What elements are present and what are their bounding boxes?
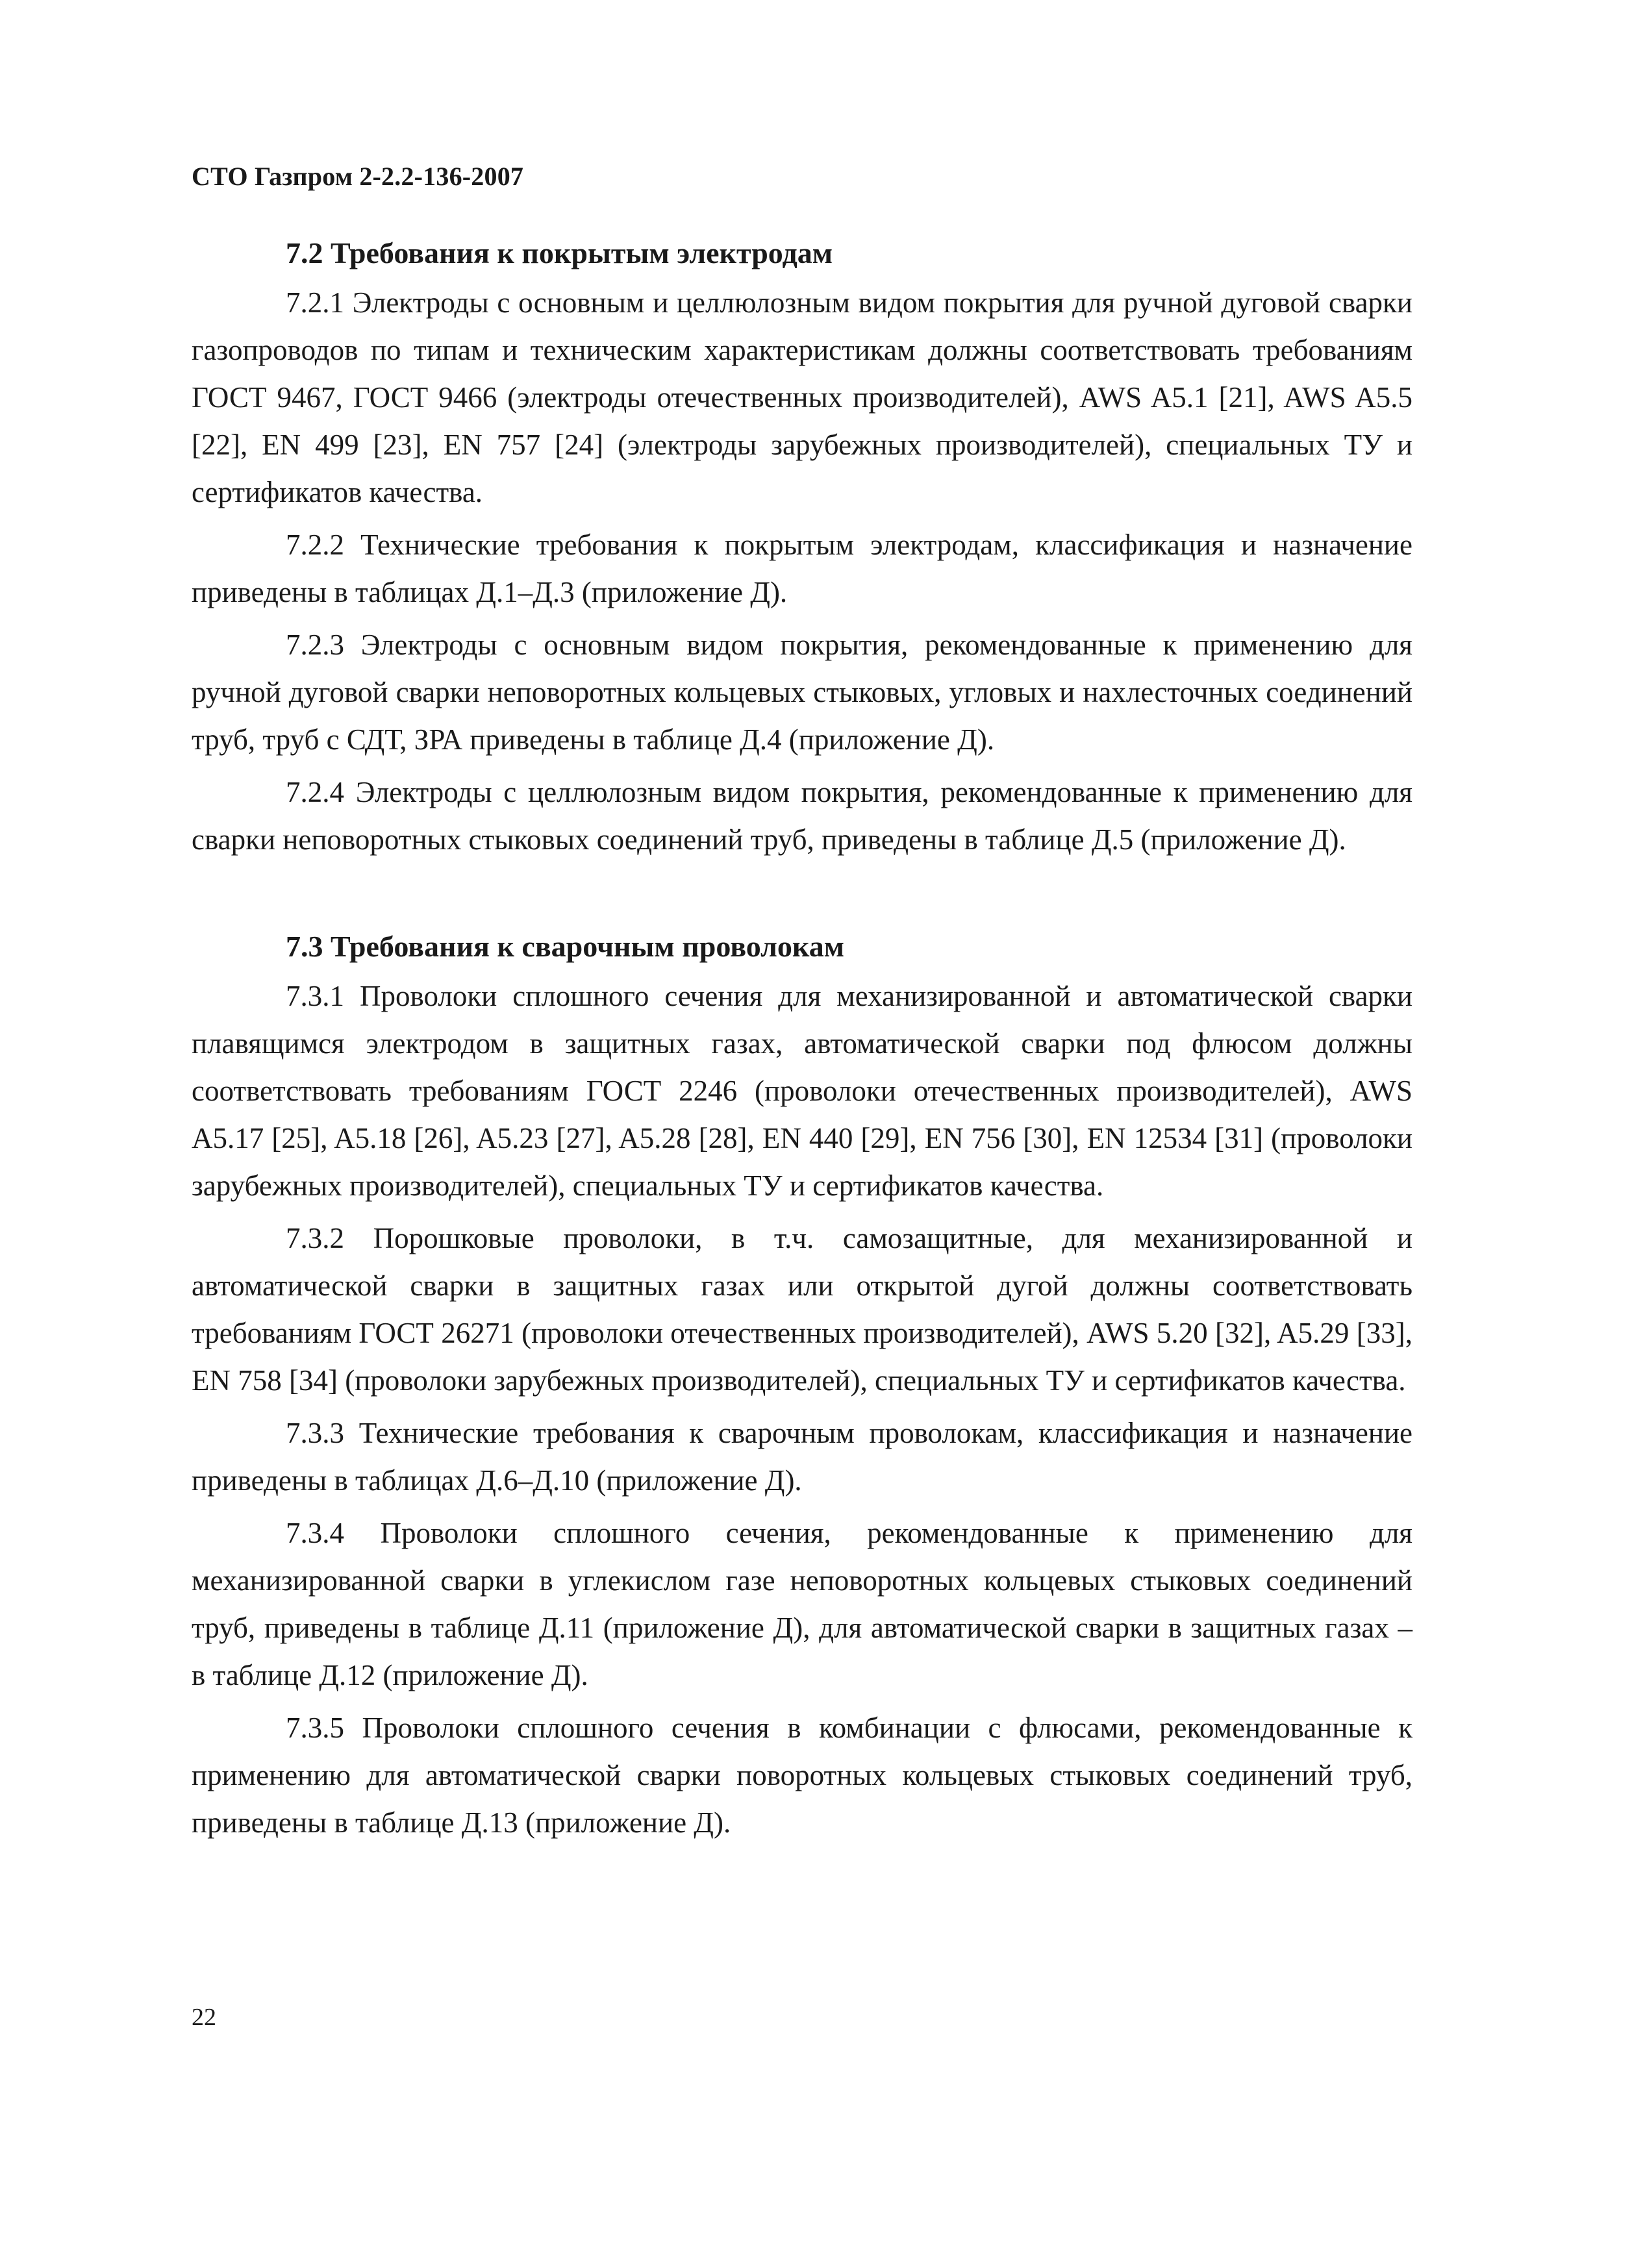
paragraph-7-3-2: 7.3.2 Порошковые проволоки, в т.ч. самозащитные, для механизированной и автоматической сварки в защитных газах или открытой дугой должны соответствовать требованиям ГОСТ 26271 (проволоки отечественных производителей), AWS 5.20 [32], A5.29 [33], EN 758 [34] (проволоки зарубежных производителей), специальных ТУ и сертификатов качества. (192, 1222, 1412, 1397)
paragraph-7-3-4: 7.3.4 Проволоки сплошного сечения, рекомендованные к применению для механизированной сварки в углекислом газе неповоротных кольцевых стыковых соединений труб, приведены в таблице Д.11 (приложение Д), для автоматической сварки в защитных газах – в таблице Д.12 (приложение Д). (192, 1517, 1412, 1691)
page-number: 22 (192, 2004, 216, 2031)
paragraph-7-2-1: 7.2.1 Электроды с основным и целлюлозным видом покрытия для ручной дуговой сварки газопроводов по типам и техническим характеристикам должны соответствовать требованиям ГОСТ 9467, ГОСТ 9466 (электроды отечественных производителей), AWS A5.1 [21], AWS A5.5 [22], EN 499 [23], EN 757 [24] (электроды зарубежных производителей), специальных ТУ и сертификатов качества. (192, 286, 1412, 508)
paragraph-7-2-2: 7.2.2 Технические требования к покрытым электродам, классификация и назначение приведены в таблицах Д.1–Д.3 (приложение Д). (192, 529, 1412, 608)
paragraph-7-2-4: 7.2.4 Электроды с целлюлозным видом покрытия, рекомендованные к применению для сварки неповоротных стыковых соединений труб, приведены в таблице Д.5 (приложение Д). (192, 776, 1412, 856)
section-title-7-2: 7.2 Требования к покрытым электродам (286, 236, 833, 269)
paragraph-7-3-1: 7.3.1 Проволоки сплошного сечения для механизированной и автоматической сварки плавящимся электродом в защитных газах, автоматической сварки под флюсом должны соответствовать требованиям ГОСТ 2246 (проволоки отечественных производителей), AWS A5.17 [25], A5.18 [26], A5.23 [27], A5.28 [28], EN 440 [29], EN 756 [30], EN 12534 [31] (проволоки зарубежных производителей), специальных ТУ и сертификатов качества. (192, 980, 1412, 1202)
paragraph-7-2-3: 7.2.3 Электроды с основным видом покрытия, рекомендованные к применению для ручной дуговой сварки неповоротных кольцевых стыковых, угловых и нахлесточных соединений труб, труб с СДТ, ЗРА приведены в таблице Д.4 (приложение Д). (192, 629, 1412, 756)
section-spacer (192, 869, 1412, 921)
paragraph-7-3-5: 7.3.5 Проволоки сплошного сечения в комбинации с флюсами, рекомендованные к применению для автоматической сварки поворотных кольцевых стыковых соединений труб, приведены в таблице Д.13 (приложение Д). (192, 1712, 1412, 1839)
page-body (192, 227, 1412, 1852)
document-code-header: СТО Газпром 2-2.2-136-2007 (192, 162, 524, 191)
paragraph-7-3-3: 7.3.3 Технические требования к сварочным проволокам, классификация и назначение приведены в таблицах Д.6–Д.10 (приложение Д). (192, 1417, 1412, 1497)
section-title-7-3: 7.3 Требования к сварочным проволокам (286, 930, 845, 963)
